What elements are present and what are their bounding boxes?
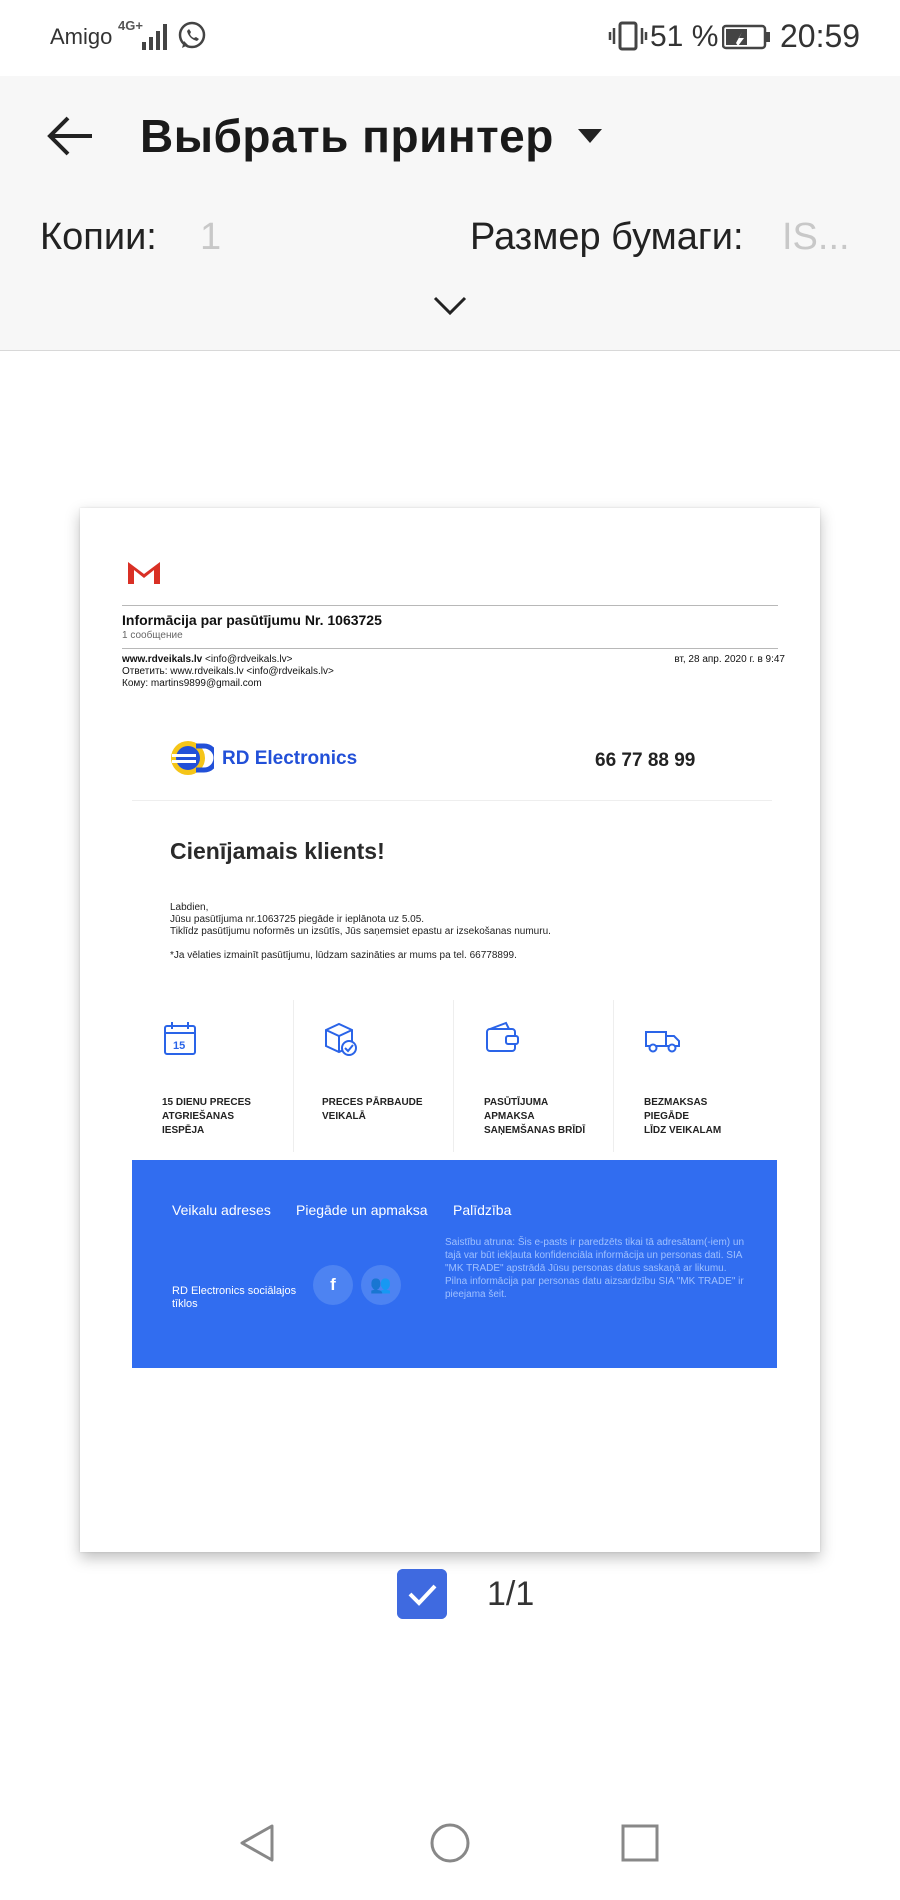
body-line: Labdien, [170,902,209,913]
dropdown-triangle-icon [578,129,602,143]
page-counter: 1/1 [487,1575,535,1613]
feature-returns [162,1000,322,1152]
whatsapp-icon [176,20,208,52]
email-date: вт, 28 апр. 2020 г. в 9:47 [674,654,785,665]
svg-text:15: 15 [173,1040,186,1052]
status-bar [0,0,900,76]
feature-separator [613,1000,614,1152]
feature-separator [453,1000,454,1152]
gmail-logo-icon [126,558,162,586]
feature-label: PRECES PĀRBAUDE VEIKALĀ [322,1097,423,1122]
rd-electronics-logo-icon [170,738,214,778]
feature-label: BEZMAKSAS PIEGĀDE LĪDZ VEIKALAM [644,1097,722,1136]
email-subject: Informācija par pasūtījumu Nr. 1063725 [122,612,382,628]
chevron-down-icon[interactable] [430,286,470,326]
nav-back-icon[interactable] [236,1820,280,1866]
footer-link-stores[interactable]: Veikalu adreses [172,1202,271,1218]
email-footer [132,1160,777,1368]
paper-size-label: Размер бумаги: [470,216,744,258]
page-select-checkbox[interactable] [397,1569,447,1619]
body-line: Jūsu pasūtījuma nr.1063725 piegāde ir ieplānota uz 5.05. [170,914,425,925]
feature-label: PASŪTĪJUMA APMAKSA SAŅEMŠANAS BRĪDĪ [484,1097,586,1136]
feature-delivery [644,1000,804,1152]
signal-icon [140,22,170,50]
body-note: *Ja vēlaties izmainīt pasūtījumu, lūdzam sazināties ar mums pa tel. 66778899. [170,950,517,961]
clock: 20:59 [780,18,861,54]
greeting-heading: Cienījamais klients! [170,838,385,864]
body-line: Tiklīdz pasūtījumu noformēs un izsūtīs, Jūs saņemsiet epastu ar izsekošanas numuru. [170,926,551,937]
to-line: Кому: martins9899@gmail.com [122,678,262,689]
disclaimer-text: Saistību atruna: Šis e-pasts ir paredzēts tikai tā adresātam(-iem) un tajā var būt iekļauta konfidenciāla informācija un personas dati. SIA "MK TRADE" apstrādā Jūsu personas datus saskaņā ar likumu. Pilna informācija par personas datu aizsardzību SIA "MK TRADE" ir pieejama šeit. [445,1237,745,1300]
feature-inspection [322,1000,482,1152]
message-count: 1 сообщение [122,630,183,641]
battery-icon [722,24,772,50]
nav-recent-icon[interactable] [618,1820,662,1866]
community-icon[interactable]: 👥 [361,1265,401,1305]
print-preview-page[interactable] [80,508,820,1552]
divider [122,648,778,649]
paper-size-value[interactable]: IS... [782,216,850,258]
box-check-icon [322,1020,360,1058]
wallet-icon [484,1020,522,1058]
battery-percent: 51 % [650,20,719,53]
network-type: 4G+ [118,18,143,33]
divider [122,605,778,606]
navigation-bar [0,1800,900,1900]
feature-separator [293,1000,294,1152]
footer-link-delivery[interactable]: Piegāde un apmaksa [296,1202,428,1218]
brand-phone: 66 77 88 99 [595,750,696,771]
printer-select-label: Выбрать принтер [140,110,554,162]
sender-address: <info@rdveikals.lv> [202,654,293,665]
reply-to-line: Ответить: www.rdveikals.lv <info@rdveikals.lv> [122,666,334,677]
sender-domain: www.rdveikals.lv [122,654,203,665]
printer-select-dropdown[interactable] [140,104,602,168]
nav-home-icon[interactable] [428,1820,472,1866]
social-text: RD Electronics sociālajos tīklos [172,1285,297,1310]
feature-payment [484,1000,644,1152]
brand-name: RD Electronics [222,748,358,769]
feature-label: 15 DIENU PRECES ATGRIEŠANAS IESPĒJA [162,1097,251,1136]
sender-line [122,654,292,665]
footer-link-help[interactable]: Palīdzība [453,1202,512,1218]
copies-label: Копии: [40,216,157,258]
truck-icon [644,1020,682,1058]
carrier-name: Amigo [50,24,113,49]
vibrate-icon [608,20,648,52]
copies-value[interactable]: 1 [200,216,222,258]
print-settings-header [0,76,900,351]
back-arrow-icon[interactable] [40,106,100,166]
calendar-icon [162,1020,200,1058]
facebook-icon[interactable]: f [313,1265,353,1305]
divider [132,800,772,801]
